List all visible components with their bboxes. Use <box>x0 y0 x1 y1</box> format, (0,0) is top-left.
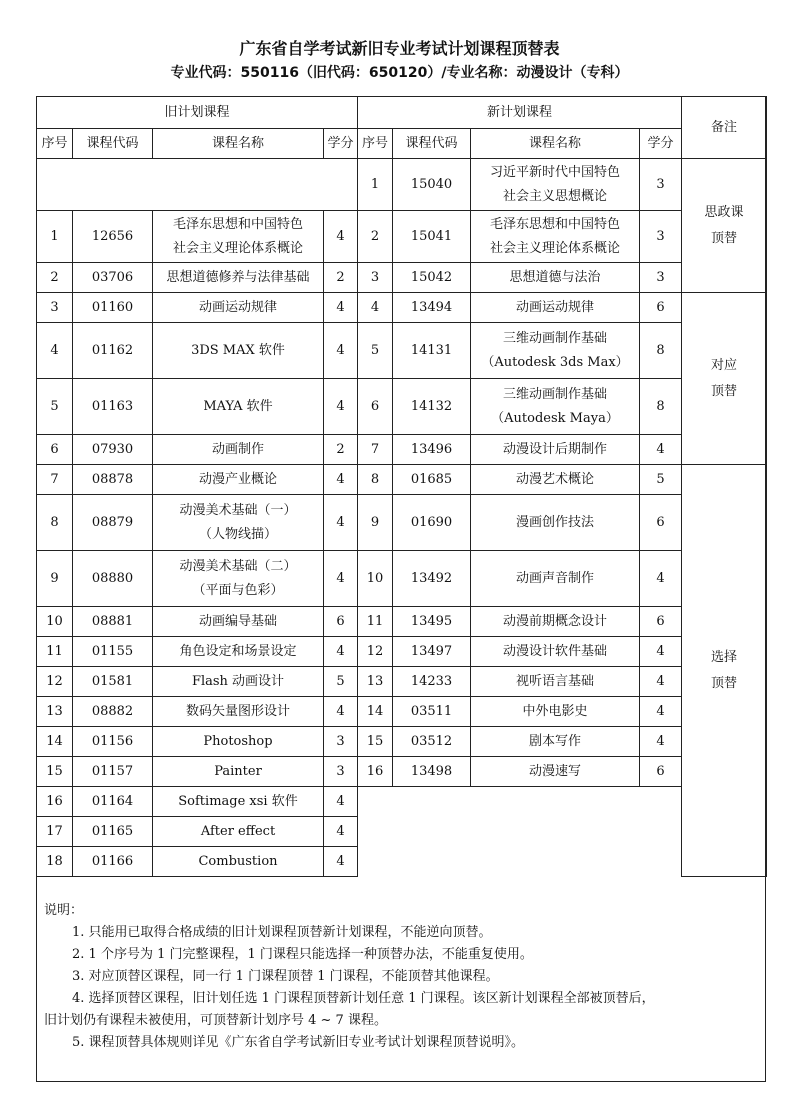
remark-cell: 对应 顶替 <box>682 293 767 465</box>
new-course-credit: 4 <box>640 727 682 757</box>
new-course-no: 11 <box>358 607 393 637</box>
new-course-name: 剧本写作 <box>471 727 640 757</box>
old-course-name: Photoshop <box>153 727 324 757</box>
old-course-name: Combustion <box>153 847 324 877</box>
new-course-no: 9 <box>358 495 393 551</box>
table-row <box>37 495 767 551</box>
new-course-credit: 6 <box>640 757 682 787</box>
new-course-name: 动漫前期概念设计 <box>471 607 640 637</box>
new-course-credit: 4 <box>640 551 682 607</box>
old-course-name: Softimage xsi 软件 <box>153 787 324 817</box>
table-row <box>37 263 767 293</box>
new-course-name: 三维动画制作基础 （Autodesk 3ds Max） <box>471 323 640 379</box>
old-course-no: 18 <box>37 847 73 877</box>
new-course-name: 视听语言基础 <box>471 667 640 697</box>
new-course-no: 3 <box>358 263 393 293</box>
new-course-credit: 4 <box>640 667 682 697</box>
old-course-code: 12656 <box>73 211 153 263</box>
new-col-credit: 学分 <box>640 129 682 159</box>
new-course-credit: 8 <box>640 379 682 435</box>
notes-section <box>44 900 760 1054</box>
new-course-code: 13498 <box>393 757 471 787</box>
new-course-code: 14233 <box>393 667 471 697</box>
new-col-name: 课程名称 <box>471 129 640 159</box>
old-col-credit: 学分 <box>324 129 358 159</box>
old-course-no: 7 <box>37 465 73 495</box>
table-row <box>37 435 767 465</box>
new-course-credit: 6 <box>640 495 682 551</box>
new-course-code: 13492 <box>393 551 471 607</box>
old-course-no: 10 <box>37 607 73 637</box>
new-course-code: 13495 <box>393 607 471 637</box>
old-course-name: 动画编导基础 <box>153 607 324 637</box>
new-course-no: 6 <box>358 379 393 435</box>
new-course-empty <box>358 787 767 877</box>
note-item: 2. 1 个序号为 1 门完整课程，1 门课程只能选择一种顶替办法，不能重复使用。 <box>72 947 533 962</box>
new-course-code: 01690 <box>393 495 471 551</box>
new-course-no: 8 <box>358 465 393 495</box>
new-course-credit: 4 <box>640 637 682 667</box>
note-item: 3. 对应顶替区课程，同一行 1 门课程顶替 1 门课程，不能顶替其他课程。 <box>72 969 499 984</box>
old-course-code: 01581 <box>73 667 153 697</box>
new-col-no: 序号 <box>358 129 393 159</box>
old-course-name: 动画制作 <box>153 435 324 465</box>
old-course-name: After effect <box>153 817 324 847</box>
old-course-name: 动漫美术基础（二） （平面与色彩） <box>153 551 324 607</box>
new-course-code: 13496 <box>393 435 471 465</box>
table-row <box>37 323 767 379</box>
old-course-name: 角色设定和场景设定 <box>153 637 324 667</box>
old-course-code: 01166 <box>73 847 153 877</box>
new-course-no: 7 <box>358 435 393 465</box>
old-course-no: 4 <box>37 323 73 379</box>
note-item: 5. 课程顶替具体规则详见《广东省自学考试新旧专业考试计划课程顶替说明》。 <box>72 1035 525 1050</box>
new-course-no: 1 <box>358 159 393 211</box>
old-course-no: 9 <box>37 551 73 607</box>
new-course-code: 15040 <box>393 159 471 211</box>
table-row <box>37 607 767 637</box>
old-course-code: 08879 <box>73 495 153 551</box>
new-course-name: 漫画创作技法 <box>471 495 640 551</box>
new-course-credit: 4 <box>640 697 682 727</box>
old-course-code: 01162 <box>73 323 153 379</box>
page-subtitle: 专业代码：550116（旧代码：650120）/专业名称：动漫设计（专科） <box>170 65 629 81</box>
new-course-credit: 6 <box>640 607 682 637</box>
old-course-no: 8 <box>37 495 73 551</box>
old-course-no: 16 <box>37 787 73 817</box>
new-course-name: 三维动画制作基础 （Autodesk Maya） <box>471 379 640 435</box>
new-course-no: 10 <box>358 551 393 607</box>
old-course-credit: 4 <box>324 817 358 847</box>
new-course-code: 15042 <box>393 263 471 293</box>
old-col-name: 课程名称 <box>153 129 324 159</box>
old-course-name: Painter <box>153 757 324 787</box>
old-course-no: 12 <box>37 667 73 697</box>
old-course-code: 08878 <box>73 465 153 495</box>
new-course-code: 13497 <box>393 637 471 667</box>
new-course-name: 动画运动规律 <box>471 293 640 323</box>
new-course-code: 01685 <box>393 465 471 495</box>
new-course-code: 15041 <box>393 211 471 263</box>
old-course-name: 动漫产业概论 <box>153 465 324 495</box>
new-course-no: 5 <box>358 323 393 379</box>
old-col-code: 课程代码 <box>73 129 153 159</box>
old-col-no: 序号 <box>37 129 73 159</box>
old-course-code: 01160 <box>73 293 153 323</box>
old-course-name: MAYA 软件 <box>153 379 324 435</box>
old-course-no: 3 <box>37 293 73 323</box>
old-course-no: 2 <box>37 263 73 293</box>
new-course-code: 14132 <box>393 379 471 435</box>
new-course-no: 14 <box>358 697 393 727</box>
table-row <box>37 293 767 323</box>
new-course-no: 2 <box>358 211 393 263</box>
table-row <box>37 787 767 817</box>
new-course-no: 16 <box>358 757 393 787</box>
new-course-credit: 5 <box>640 465 682 495</box>
old-course-no: 13 <box>37 697 73 727</box>
old-plan-header: 旧计划课程 <box>37 97 358 129</box>
remarks-header: 备注 <box>682 97 767 159</box>
old-course-no: 5 <box>37 379 73 435</box>
new-course-name: 动漫速写 <box>471 757 640 787</box>
new-course-name: 动画声音制作 <box>471 551 640 607</box>
new-course-no: 15 <box>358 727 393 757</box>
table-row <box>37 211 767 263</box>
table-row <box>37 551 767 607</box>
old-course-credit: 3 <box>324 757 358 787</box>
old-course-no: 17 <box>37 817 73 847</box>
old-course-no: 6 <box>37 435 73 465</box>
old-course-code: 01163 <box>73 379 153 435</box>
old-course-credit: 4 <box>324 293 358 323</box>
note-item: 1. 只能用已取得合格成绩的旧计划课程顶替新计划课程，不能逆向顶替。 <box>72 925 492 940</box>
notes-heading: 说明： <box>44 903 84 918</box>
old-course-name: 动画运动规律 <box>153 293 324 323</box>
remark-cell: 思政课 顶替 <box>682 159 767 293</box>
old-course-code: 01157 <box>73 757 153 787</box>
old-course-credit: 4 <box>324 465 358 495</box>
new-course-no: 13 <box>358 667 393 697</box>
old-course-code: 01165 <box>73 817 153 847</box>
new-course-code: 03512 <box>393 727 471 757</box>
old-course-code: 08882 <box>73 697 153 727</box>
old-course-credit: 6 <box>324 607 358 637</box>
old-course-code: 01155 <box>73 637 153 667</box>
old-course-empty <box>37 159 358 211</box>
new-course-name: 中外电影史 <box>471 697 640 727</box>
new-course-credit: 3 <box>640 263 682 293</box>
old-course-credit: 4 <box>324 379 358 435</box>
new-course-credit: 6 <box>640 293 682 323</box>
old-course-name: 数码矢量图形设计 <box>153 697 324 727</box>
table-row <box>37 465 767 495</box>
table-body <box>37 159 767 877</box>
new-course-code: 14131 <box>393 323 471 379</box>
table-row <box>37 379 767 435</box>
old-course-no: 14 <box>37 727 73 757</box>
new-col-code: 课程代码 <box>393 129 471 159</box>
new-course-code: 03511 <box>393 697 471 727</box>
old-course-no: 15 <box>37 757 73 787</box>
old-course-credit: 4 <box>324 551 358 607</box>
table-row <box>37 667 767 697</box>
new-course-no: 12 <box>358 637 393 667</box>
table-row <box>37 757 767 787</box>
old-course-credit: 4 <box>324 637 358 667</box>
table-row <box>37 697 767 727</box>
new-course-credit: 3 <box>640 159 682 211</box>
new-course-name: 毛泽东思想和中国特色 社会主义理论体系概论 <box>471 211 640 263</box>
old-course-no: 1 <box>37 211 73 263</box>
old-course-credit: 4 <box>324 697 358 727</box>
old-course-no: 11 <box>37 637 73 667</box>
old-course-credit: 4 <box>324 787 358 817</box>
new-course-no: 4 <box>358 293 393 323</box>
remark-cell: 选择 顶替 <box>682 465 767 877</box>
new-course-name: 动漫设计后期制作 <box>471 435 640 465</box>
old-course-code: 08881 <box>73 607 153 637</box>
old-course-credit: 2 <box>324 435 358 465</box>
old-course-credit: 4 <box>324 323 358 379</box>
old-course-name: 毛泽东思想和中国特色 社会主义理论体系概论 <box>153 211 324 263</box>
new-course-name: 动漫设计软件基础 <box>471 637 640 667</box>
note-item: 4. 选择顶替区课程，旧计划任选 1 门课程顶替新计划任意 1 门课程。该区新计划课程全部被顶替后， <box>72 991 655 1006</box>
new-plan-header: 新计划课程 <box>358 97 682 129</box>
note-item-continued: 旧计划仍有课程未被使用，可顶替新计划序号 4 ~ 7 课程。 <box>44 1013 387 1028</box>
old-course-name: Flash 动画设计 <box>153 667 324 697</box>
old-course-credit: 4 <box>324 495 358 551</box>
old-course-name: 动漫美术基础（一） （人物线描） <box>153 495 324 551</box>
new-course-name: 动漫艺术概论 <box>471 465 640 495</box>
new-course-credit: 8 <box>640 323 682 379</box>
old-course-code: 01164 <box>73 787 153 817</box>
course-replacement-table <box>36 96 767 877</box>
new-course-name: 习近平新时代中国特色 社会主义思想概论 <box>471 159 640 211</box>
table-row <box>37 159 767 211</box>
old-course-name: 思想道德修养与法律基础 <box>153 263 324 293</box>
new-course-credit: 3 <box>640 211 682 263</box>
table-row <box>37 637 767 667</box>
page-title: 广东省自学考试新旧专业考试计划课程顶替表 <box>239 39 560 58</box>
old-course-credit: 4 <box>324 211 358 263</box>
new-course-code: 13494 <box>393 293 471 323</box>
old-course-code: 03706 <box>73 263 153 293</box>
old-course-credit: 3 <box>324 727 358 757</box>
old-course-credit: 2 <box>324 263 358 293</box>
new-course-name: 思想道德与法治 <box>471 263 640 293</box>
old-course-code: 01156 <box>73 727 153 757</box>
old-course-credit: 5 <box>324 667 358 697</box>
old-course-code: 07930 <box>73 435 153 465</box>
old-course-credit: 4 <box>324 847 358 877</box>
new-course-credit: 4 <box>640 435 682 465</box>
old-course-name: 3DS MAX 软件 <box>153 323 324 379</box>
old-course-code: 08880 <box>73 551 153 607</box>
table-row <box>37 727 767 757</box>
